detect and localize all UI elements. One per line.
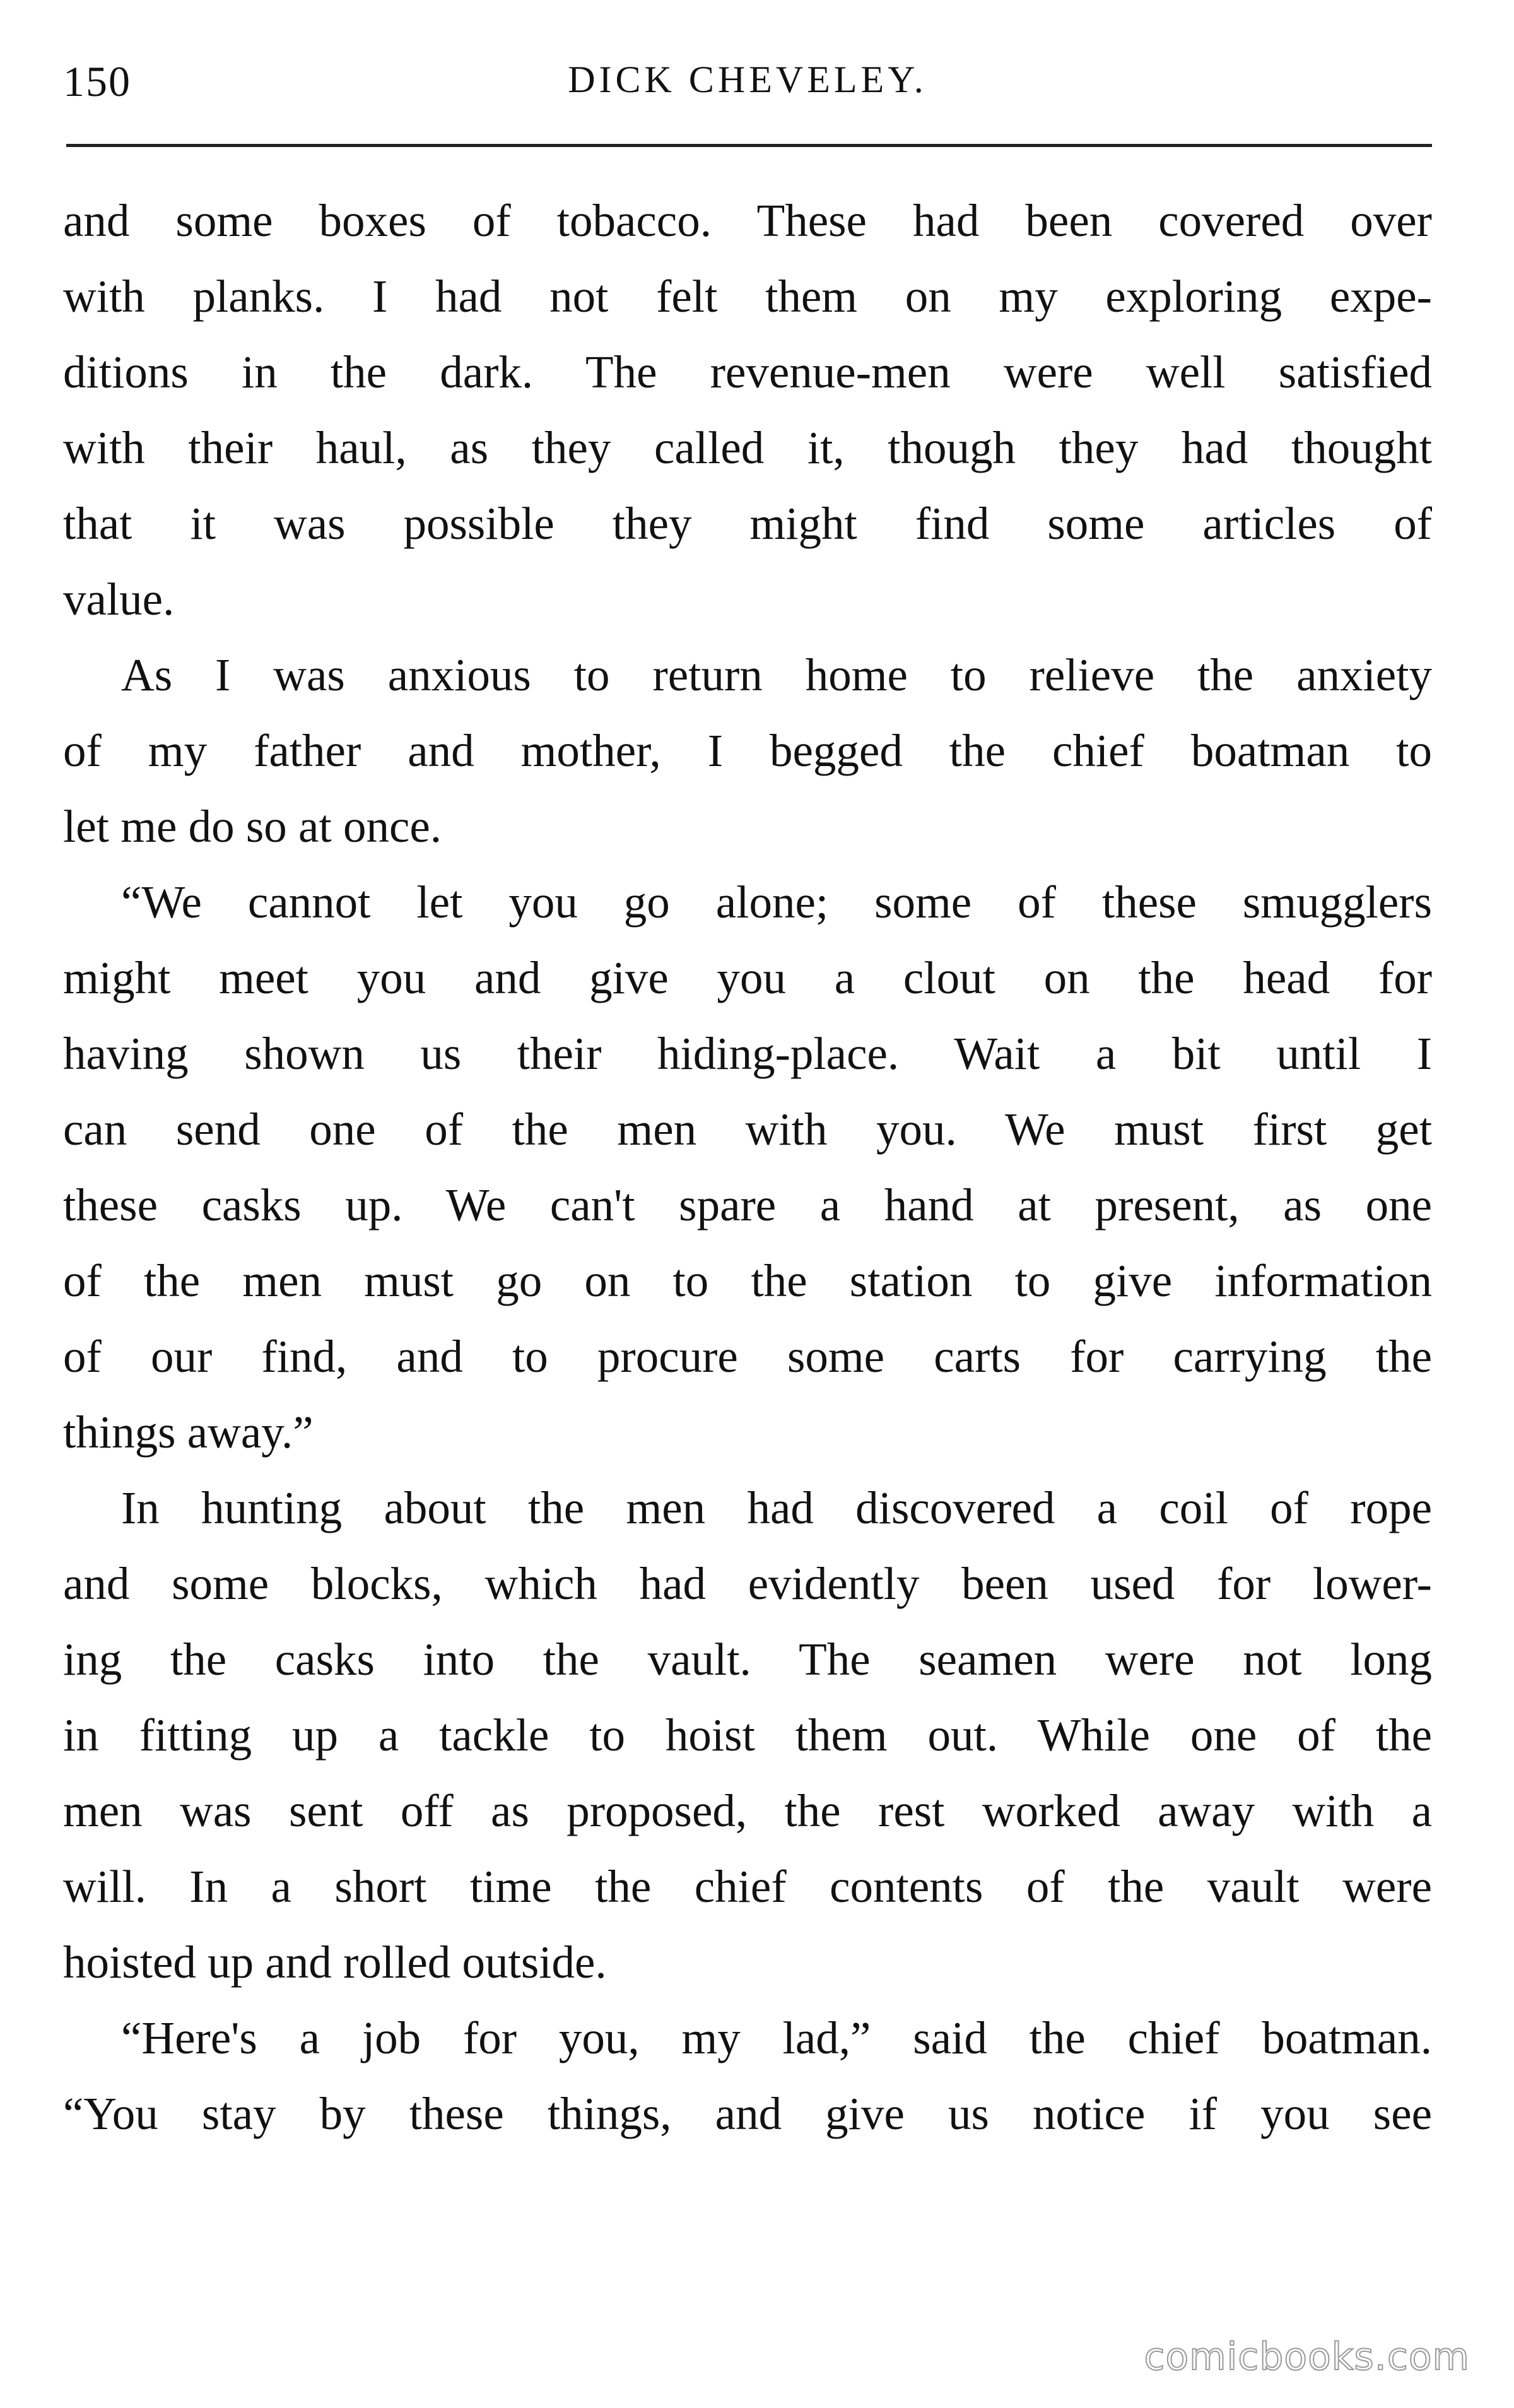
text-line: ditions in the dark. The revenue-men were well satisfied: [63, 346, 1432, 398]
running-head: [63, 45, 1432, 109]
text-line: In hunting about the men had discovered a coil of rope: [121, 1482, 1432, 1533]
text-line: and some boxes of tobacco. These had been covered over: [63, 195, 1432, 246]
text-line: of the men must go on to the station to give information: [63, 1255, 1432, 1306]
text-line: “We cannot let you go alone; some of these smugglers: [121, 876, 1432, 928]
text-line: will. In a short time the chief contents of the vault were: [63, 1861, 1432, 1912]
text-line: men was sent off as proposed, the rest worked away with a: [63, 1785, 1432, 1836]
text-line: that it was possible they might find some articles of: [63, 498, 1432, 549]
text-line: things away.”: [63, 1407, 314, 1458]
text-line: might meet you and give you a clout on the head for: [63, 952, 1432, 1003]
text-line: let me do so at once.: [63, 801, 442, 852]
text-line: of my father and mother, I begged the chief boatman to: [63, 725, 1432, 776]
text-line: of our find, and to procure some carts for carrying the: [63, 1331, 1432, 1382]
text-line: ing the casks into the vault. The seamen were not long: [63, 1634, 1432, 1685]
text-line: these casks up. We can't spare a hand at present, as one: [63, 1179, 1432, 1231]
running-title: DICK CHEVELEY.: [568, 59, 927, 100]
text-line: with their haul, as they called it, though they had thought: [63, 422, 1432, 473]
text-line: can send one of the men with you. We must first get: [63, 1104, 1432, 1155]
body-text: [63, 183, 1432, 2152]
text-line: “Here's a job for you, my lad,” said the chief boatman.: [121, 2012, 1432, 2063]
text-line: having shown us their hiding-place. Wait a bit until I: [63, 1028, 1432, 1079]
text-line: with planks. I had not felt them on my exploring expe-: [63, 271, 1432, 322]
text-line: As I was anxious to return home to relieve the anxiety: [121, 649, 1432, 700]
text-line: and some blocks, which had evidently been used for lower-: [63, 1558, 1432, 1609]
text-line: value.: [63, 574, 175, 625]
text-line: “You stay by these things, and give us notice if you see: [63, 2088, 1432, 2139]
page-number: 150: [63, 57, 131, 105]
text-line: in fitting up a tackle to hoist them out. While one of the: [63, 1709, 1432, 1761]
header-rule: [66, 144, 1432, 147]
watermark: comicbooks.com: [1144, 2335, 1470, 2379]
text-line: hoisted up and rolled outside.: [63, 1937, 607, 1988]
